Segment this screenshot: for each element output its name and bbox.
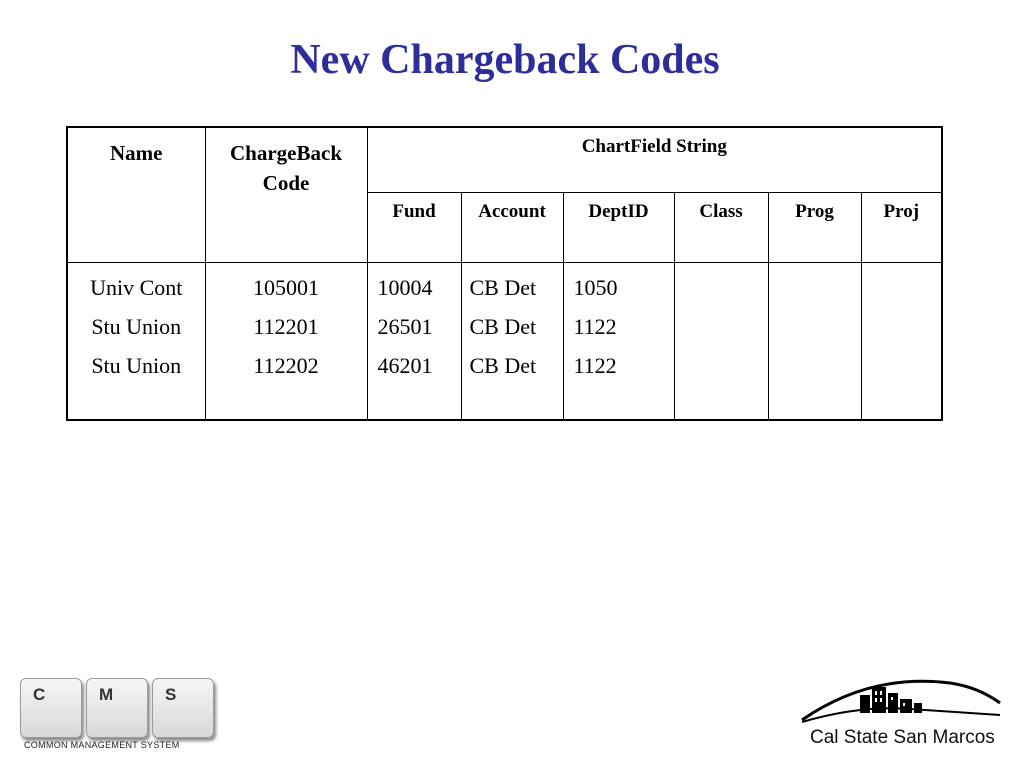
account-value: CB Det — [469, 353, 537, 378]
chargeback-table-container — [66, 126, 943, 421]
fund-value: 10004 — [377, 275, 433, 300]
fund-cell — [367, 263, 461, 421]
header-proj: Proj — [861, 193, 942, 263]
table-row — [67, 263, 942, 421]
header-prog: Prog — [768, 193, 861, 263]
cms-logo — [20, 678, 215, 753]
header-deptid: DeptID — [563, 193, 674, 263]
deptid-value: 1122 — [573, 314, 617, 339]
fund-value: 26501 — [377, 314, 433, 339]
header-account: Account — [461, 193, 563, 263]
prog-cell — [768, 263, 861, 421]
name-value: Univ Cont — [90, 275, 183, 300]
name-value: Stu Union — [91, 353, 182, 378]
header-fund: Fund — [367, 193, 461, 263]
header-class: Class — [674, 193, 768, 263]
header-chargeback-code: ChargeBack Code — [205, 127, 367, 263]
code-value: 105001 — [253, 275, 319, 300]
deptid-cell — [563, 263, 674, 421]
deptid-value: 1122 — [573, 353, 617, 378]
account-cell — [461, 263, 563, 421]
class-cell — [674, 263, 768, 421]
chargeback-table — [66, 126, 943, 421]
key-c-icon: C — [20, 678, 82, 738]
key-m-icon: M — [86, 678, 148, 738]
csusm-skyline-icon — [800, 665, 1005, 725]
code-value: 112201 — [253, 314, 319, 339]
csusm-wordmark: Cal State San Marcos — [810, 727, 995, 748]
header-name: Name — [67, 127, 205, 263]
header-chartfield-string: ChartField String — [367, 127, 942, 193]
proj-cell — [861, 263, 942, 421]
account-value: CB Det — [469, 314, 537, 339]
header-row — [67, 127, 942, 193]
csusm-logo — [800, 665, 1005, 755]
page-title: New Chargeback Codes — [290, 37, 720, 83]
fund-value: 46201 — [377, 353, 433, 378]
key-s-icon: S — [152, 678, 214, 738]
cms-caption: COMMON MANAGEMENT SYSTEM — [24, 740, 180, 750]
name-value: Stu Union — [91, 314, 182, 339]
code-value: 112202 — [253, 353, 319, 378]
deptid-value: 1050 — [573, 275, 618, 300]
name-cell — [67, 263, 205, 421]
account-value: CB Det — [469, 275, 537, 300]
code-cell — [205, 263, 367, 421]
